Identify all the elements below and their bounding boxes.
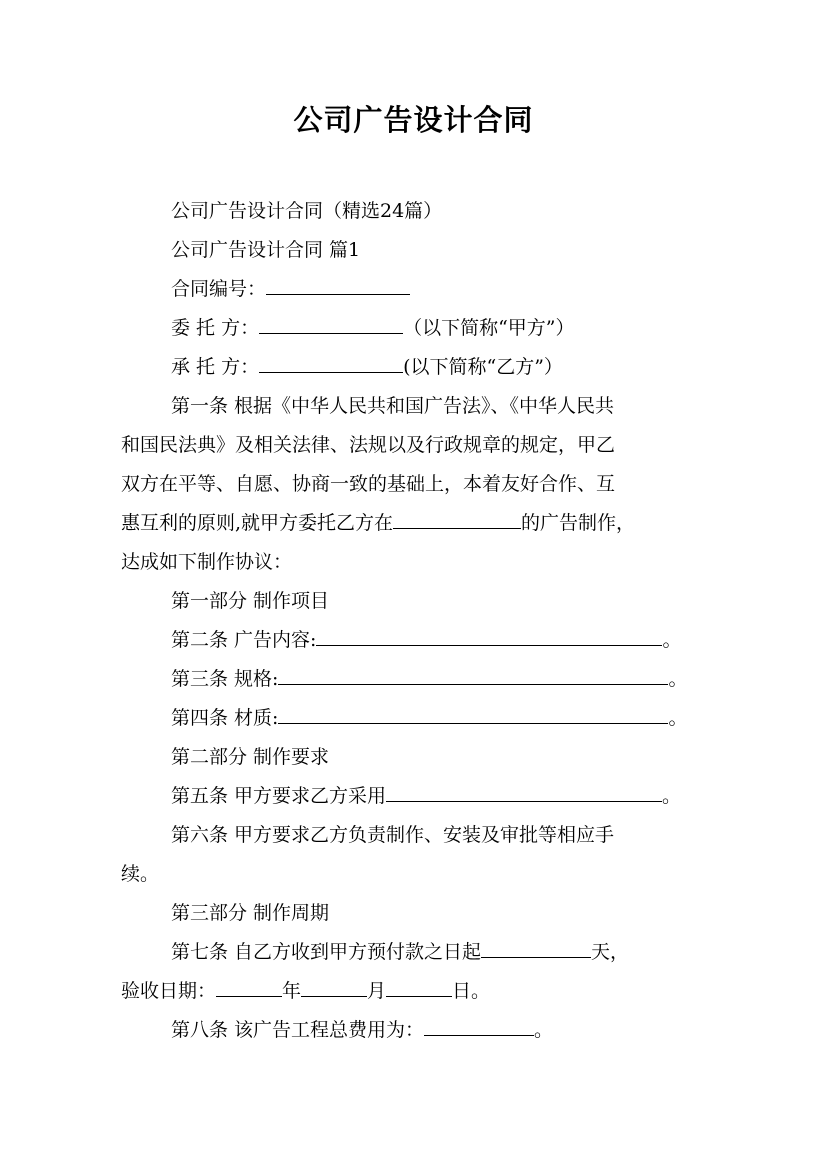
blank-field <box>278 666 668 685</box>
text: 双方在平等、自愿、协商一致的基础上，本着友好合作、互 <box>121 473 616 495</box>
clause-line <box>121 978 721 1004</box>
text: 第一部分 制作项目 <box>171 590 330 612</box>
text: 惠互利的原则,就甲方委托乙方在 <box>121 512 394 534</box>
clause-line <box>171 1017 731 1043</box>
paragraph-line <box>121 471 721 497</box>
blank-field <box>386 783 662 802</box>
label: 合同编号： <box>171 278 267 300</box>
blank-field <box>301 978 367 997</box>
text: 。 <box>662 785 682 807</box>
blank-field <box>266 276 410 295</box>
text: 公司广告设计合同 篇1 <box>171 239 361 261</box>
subtitle <box>171 198 731 224</box>
label: 验收日期： <box>121 980 217 1002</box>
text: 第一条 根据《中华人民共和国广告法》、《中华人民共 <box>171 395 615 417</box>
blank-field <box>481 939 591 958</box>
clause-line <box>171 705 731 731</box>
text: 第七条 自乙方收到甲方预付款之日起 <box>171 941 482 963</box>
clause-line <box>171 939 731 965</box>
text: 。 <box>668 707 688 729</box>
clause-line <box>171 666 731 692</box>
blank-field <box>393 510 521 529</box>
paragraph-line <box>121 510 721 536</box>
part-heading <box>171 900 731 926</box>
text: 第八条 该广告工程总费用为： <box>171 1019 425 1041</box>
label: 承 托 方： <box>171 356 260 378</box>
party-a-line <box>171 315 731 341</box>
text: 和国民法典》及相关法律、法规以及行政规章的规定，甲乙 <box>121 434 616 456</box>
text: 天， <box>591 941 630 963</box>
part-heading <box>171 744 731 770</box>
text: 。 <box>534 1019 554 1041</box>
text: 。 <box>668 668 688 690</box>
paragraph-line <box>121 432 721 458</box>
text: 日。 <box>452 980 491 1002</box>
text: 第六条 甲方要求乙方负责制作、安装及审批等相应手 <box>171 824 615 846</box>
text: 年 <box>282 980 302 1002</box>
text: 第三部分 制作周期 <box>171 902 330 924</box>
label: 第四条 材质: <box>171 707 279 729</box>
text: 第二部分 制作要求 <box>171 746 330 768</box>
text: 的广告制作， <box>521 512 636 534</box>
text: 月 <box>367 980 387 1002</box>
blank-field <box>386 978 452 997</box>
blank-field <box>316 627 662 646</box>
party-b-line <box>171 354 731 380</box>
text: 。 <box>662 629 682 651</box>
blank-field <box>216 978 282 997</box>
paragraph-line <box>171 393 731 419</box>
label: 委 托 方： <box>171 317 260 339</box>
blank-field <box>259 354 403 373</box>
clause-line <box>171 627 731 653</box>
label: 第三条 规格: <box>171 668 279 690</box>
blank-field <box>424 1017 534 1036</box>
clause-line <box>121 861 721 887</box>
note: （以下简称“甲方”） <box>403 317 575 339</box>
section-heading <box>171 237 731 263</box>
note: (以下简称“乙方”） <box>403 356 563 378</box>
blank-field <box>259 315 403 334</box>
paragraph-line <box>121 549 721 575</box>
clause-line <box>171 783 731 809</box>
text: 达成如下制作协议： <box>121 551 293 573</box>
label: 第五条 甲方要求乙方采用 <box>171 785 387 807</box>
text: 续。 <box>121 863 160 885</box>
document-title: 公司广告设计合同 <box>293 103 534 137</box>
clause-line <box>171 822 731 848</box>
label: 第二条 广告内容: <box>171 629 317 651</box>
blank-field <box>278 705 668 724</box>
part-heading <box>171 588 731 614</box>
text: 公司广告设计合同（精选24篇） <box>171 200 443 222</box>
contract-number-line <box>171 276 731 302</box>
